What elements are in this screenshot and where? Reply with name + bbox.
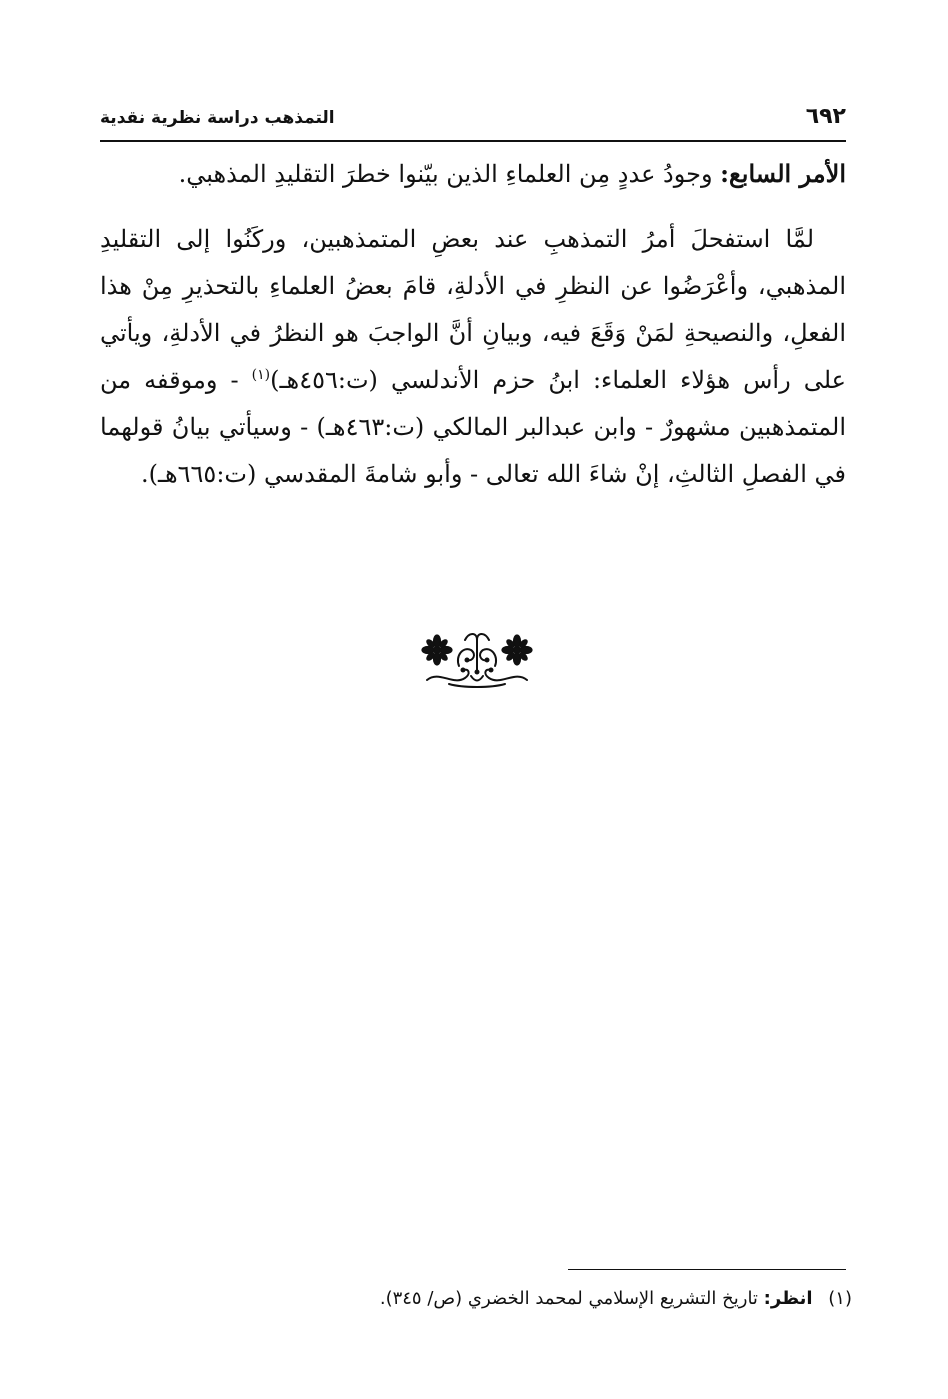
paragraph-2-part-2: - وموقفه من المتمذهبين مشهورٌ - وابن عبدالبر المالكي (ت:٤٦٣هـ) - وسيأتي بيانُ قولهما في الفصلِ الثالثِ، إنْ شاءَ الله تعالى - وأبو شامةَ المقدسي (ت:٦٦٥هـ). [100,366,847,488]
paragraph-1 [100,150,846,198]
footnote-marker: (١) [828,1288,852,1309]
header-rule [100,140,846,142]
footnote-lead: انظر: [763,1288,813,1309]
floral-ornament-icon [419,626,535,690]
footnote-text: تاريخ التشريع الإسلامي لمحمد الخضري (ص/ ٣٤٥). [379,1288,758,1309]
paragraph-1-lead: الأمر السابع: [720,159,846,188]
footnote-reference[interactable]: (١) [251,367,271,383]
running-header [100,104,846,136]
body-text [100,150,846,498]
paragraph-1-text: وجودُ عددٍ مِن العلماءِ الذين بيّنوا خطرَ التقليدِ المذهبي. [178,160,713,188]
page-number: ٦٩٢ [805,104,846,129]
ornament-graphic [419,626,535,690]
running-title: التمذهب دراسة نظرية نقدية [100,108,335,128]
footnote-rule [568,1269,846,1270]
paragraph-2 [100,216,846,498]
paragraph-2-part-1: لمَّا استفحلَ أمرُ التمذهبِ عند بعضِ المتمذهبين، وركَنُوا إلى التقليدِ المذهبي، وأعْرَضُوا عن النظرِ في الأدلةِ، قامَ بعضُ العلماءِ بالتحذيرِ مِنْ هذا الفعلِ، والنصيحةِ لمَنْ وَقَعَ فيه، وبيانِ أنَّ الواجبَ هو النظرُ في الأدلةِ، ويأتي على رأس هؤلاء العلماء: ابنُ حزم الأندلسي (ت:٤٥٦هـ) [100,225,846,394]
footnote [100,1284,852,1314]
